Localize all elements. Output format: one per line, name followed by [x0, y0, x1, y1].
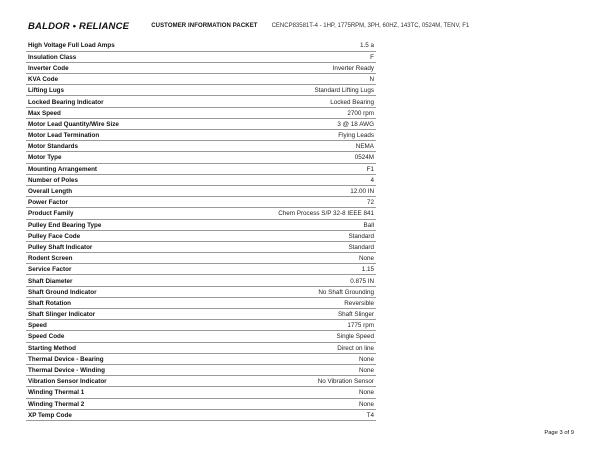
- spec-value: Reversible: [344, 299, 374, 307]
- spec-row: [26, 40, 376, 51]
- spec-row: [26, 353, 376, 364]
- spec-value: Direct on line: [337, 344, 374, 352]
- spec-row: [26, 387, 376, 398]
- spec-row: [26, 230, 376, 241]
- spec-row: [26, 208, 376, 219]
- spec-label: Inverter Code: [28, 64, 69, 72]
- spec-row: [26, 286, 376, 297]
- spec-label: Rodent Screen: [28, 255, 73, 263]
- spec-label: Power Factor: [28, 199, 68, 207]
- spec-row: [26, 185, 376, 196]
- spec-label: Product Family: [28, 210, 74, 218]
- spec-row: [26, 331, 376, 342]
- spec-value: Standard: [348, 243, 374, 251]
- spec-value: Locked Bearing: [330, 98, 374, 106]
- spec-value: None: [358, 255, 374, 263]
- spec-row: [26, 163, 376, 174]
- spec-row: [26, 107, 376, 118]
- spec-row: [26, 264, 376, 275]
- spec-label: Insulation Class: [28, 53, 77, 61]
- page-number: Page 3 of 9: [544, 430, 574, 436]
- spec-row: [26, 141, 376, 152]
- spec-row: [26, 85, 376, 96]
- spec-value: No Vibration Sensor: [317, 378, 374, 386]
- spec-label: Shaft Diameter: [28, 277, 73, 285]
- spec-row: [26, 197, 376, 208]
- spec-row: [26, 62, 376, 73]
- spec-value: Standard: [348, 232, 374, 240]
- spec-label: Lifting Lugs: [28, 87, 65, 95]
- spec-value: 1.15: [361, 266, 374, 274]
- spec-label: Pulley Face Code: [28, 232, 81, 240]
- spec-value: 2700 rpm: [347, 109, 374, 117]
- spec-value: Standard Lifting Lugs: [314, 87, 374, 95]
- spec-value: None: [358, 367, 374, 375]
- spec-label: Winding Thermal 2: [28, 400, 85, 408]
- spec-row: [26, 275, 376, 286]
- spec-value: N: [369, 76, 374, 84]
- spec-row: [26, 398, 376, 409]
- spec-value: 3 @ 18 AWG: [337, 120, 374, 128]
- spec-value: Inverter Ready: [332, 64, 374, 72]
- spec-value: No Shaft Grounding: [318, 288, 374, 296]
- spec-value: 1775 rpm: [347, 322, 374, 330]
- spec-value: Single Speed: [336, 333, 374, 341]
- spec-row: [26, 309, 376, 320]
- spec-label: Locked Bearing Indicator: [28, 98, 104, 106]
- spec-label: Pulley End Bearing Type: [28, 221, 102, 229]
- spec-row: [26, 320, 376, 331]
- spec-label: Shaft Rotation: [28, 299, 72, 307]
- spec-row: [26, 74, 376, 85]
- spec-row: [26, 364, 376, 375]
- spec-value: 0524M: [354, 154, 374, 162]
- document-header: [28, 19, 580, 33]
- spec-value: Ball: [363, 221, 374, 229]
- spec-label: Thermal Device - Bearing: [28, 355, 104, 363]
- brand-logo: BALDOR • RELIANCE: [28, 20, 130, 32]
- spec-row: [26, 253, 376, 264]
- spec-row: [26, 174, 376, 185]
- spec-label: Motor Lead Quantity/Wire Size: [28, 120, 119, 128]
- spec-label: Motor Lead Termination: [28, 132, 100, 140]
- spec-label: Pulley Shaft Indicator: [28, 243, 93, 251]
- spec-label: Number of Poles: [28, 176, 79, 184]
- spec-table-body: [26, 40, 376, 420]
- spec-value: Shaft Slinger: [337, 311, 374, 319]
- spec-value: Flying Leads: [338, 132, 374, 140]
- spec-label: Service Factor: [28, 266, 72, 274]
- spec-value: 12.00 IN: [350, 188, 374, 196]
- spec-value: T4: [366, 411, 374, 419]
- spec-value: 4: [370, 176, 374, 184]
- spec-row: [26, 130, 376, 141]
- spec-label: Winding Thermal 1: [28, 389, 85, 397]
- spec-row: [26, 51, 376, 62]
- spec-value: NEMA: [355, 143, 374, 151]
- spec-value: F: [370, 53, 374, 61]
- spec-label: Motor Type: [28, 154, 62, 162]
- catalog-info: CENCP83581T-4 - 1HP, 1775RPM, 3PH, 60HZ, 143TC, 0524M, TENV, F1: [271, 23, 470, 29]
- spec-label: Mounting Arrangement: [28, 165, 98, 173]
- spec-row: [26, 297, 376, 308]
- spec-value: F1: [366, 165, 374, 173]
- spec-value: 72: [366, 199, 374, 207]
- spec-label: Motor Standards: [28, 143, 79, 151]
- spec-row: [26, 152, 376, 163]
- spec-label: Speed Code: [28, 333, 65, 341]
- spec-row: [26, 376, 376, 387]
- spec-value: None: [358, 389, 374, 397]
- spec-label: Vibration Sensor Indicator: [28, 378, 107, 386]
- spec-row: [26, 241, 376, 252]
- spec-label: KVA Code: [28, 76, 59, 84]
- spec-row: [26, 96, 376, 107]
- spec-label: Shaft Ground Indicator: [28, 288, 97, 296]
- spec-label: High Voltage Full Load Amps: [28, 42, 115, 50]
- spec-value: None: [358, 400, 374, 408]
- spec-row: [26, 118, 376, 129]
- spec-label: Starting Method: [28, 344, 76, 352]
- packet-title: CUSTOMER INFORMATION PACKET: [151, 23, 258, 29]
- spec-value: 1.5 a: [359, 42, 374, 50]
- spec-label: Speed: [28, 322, 47, 330]
- spec-table: [26, 40, 376, 421]
- spec-label: Shaft Slinger Indicator: [28, 311, 96, 319]
- spec-row: [26, 342, 376, 353]
- spec-label: XP Temp Code: [28, 411, 72, 419]
- spec-label: Overall Length: [28, 188, 73, 196]
- spec-value: 0.875 IN: [350, 277, 374, 285]
- spec-label: Max Speed: [28, 109, 61, 117]
- spec-row: [26, 409, 376, 420]
- spec-row: [26, 219, 376, 230]
- spec-label: Thermal Device - Winding: [28, 367, 105, 375]
- spec-value: Chem Process S/P 32-8 IEEE 841: [278, 210, 374, 218]
- spec-value: None: [358, 355, 374, 363]
